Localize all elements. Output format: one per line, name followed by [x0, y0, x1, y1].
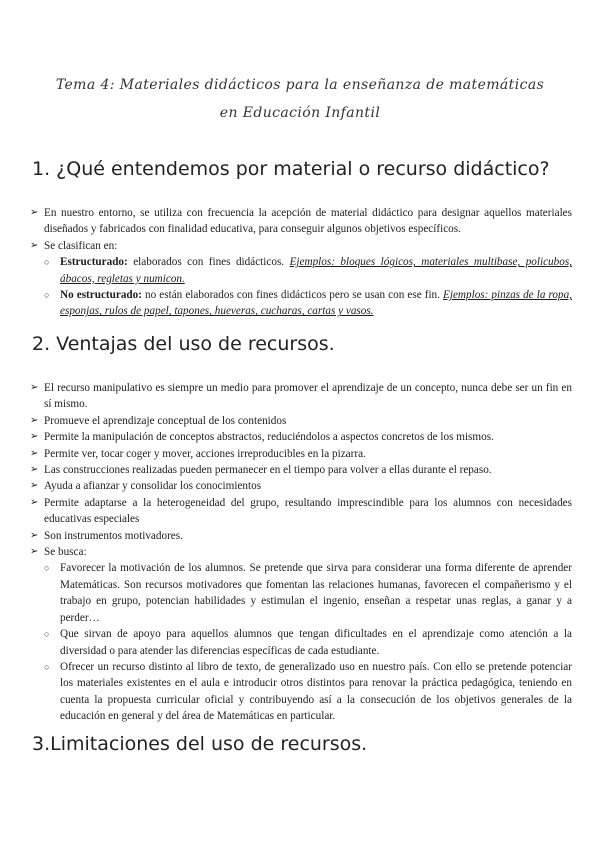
arrow-bullet-icon: ➢: [30, 431, 39, 443]
circle-bullet-icon: ○: [44, 563, 50, 574]
sub-bullet-text: Que sirvan de apoyo para aquellos alumnos que tengan dificultades en el aprendizaje como atención a la diversidad o para atender las diferencias específicas de cada estudiante.: [60, 628, 572, 657]
sub-bullet-text: Ofrecer un recurso distinto al libro de texto, de generalizado uso en nuestro país. Con ello se pretende potenciar los materiales existentes en el aula e introducir otros distintos para renovar la práctica pedagógica, teniendo en cuenta la propuesta curricular oficial y contribuyendo así a la consecución de los objetivos generales de la educación en general y del área de Matemáticas en particular.: [60, 660, 572, 723]
sub-list-item: [30, 560, 572, 626]
intro-text: En nuestro entorno, se utiliza con frecuencia la acepción de material didáctico para designar aquellos materiales diseñados y fabricados con finalidad educativa, para conseguir algunos objetivos específicos.: [44, 207, 572, 236]
arrow-bullet-icon: ➢: [30, 447, 39, 459]
list-item: [30, 462, 572, 478]
list-item: [30, 429, 572, 445]
arrow-bullet-icon: ➢: [30, 496, 39, 508]
bullet-text: Permite ver, tocar coger y mover, acciones irreproducibles en la pizarra.: [44, 447, 366, 460]
section-3-heading: 3.Limitaciones del uso de recursos.: [32, 733, 368, 755]
document-title-line-1: Tema 4: Materiales didácticos para la enseñanza de matemáticas: [55, 77, 545, 93]
section-1-heading: 1. ¿Qué entendemos por material o recurso didáctico?: [32, 158, 550, 180]
bullet-text: Se busca:: [44, 546, 87, 559]
bullet-text: Las construcciones realizadas pueden permanecer en el tiempo para volver a ellas durante el repaso.: [44, 464, 492, 477]
sub-bullet-text: Favorecer la motivación de los alumnos. Se pretende que sirva para considerar una forma diferente de aprender Matemáticas. Son recursos motivadores que fomentan las relaciones humanas, favorecen el compañerismo y el trabajo en grupo, potencian habilidades y estimulan el ingenio, enseñan a respetar unas reglas, a ganar y a perder…: [60, 562, 572, 624]
section-2-body: [30, 380, 572, 725]
unstructured-text: no están elaborados con fines didácticos pero se usan con ese fin.: [141, 289, 444, 302]
list-item: [30, 205, 572, 238]
unstructured-label: No estructurado:: [60, 289, 142, 302]
arrow-bullet-icon: ➢: [30, 382, 39, 393]
structured-examples: Ejemplos: bloques lógicos, materiales multibase, policubos, ábacos, regletas y numicon.: [60, 256, 572, 285]
unstructured-examples: Ejemplos: pinzas de la ropa, esponjas, rulos de papel, tapones, hueveras, cucharas, cartas y vasos.: [60, 289, 572, 318]
bullet-text: Permite la manipulación de conceptos abstractos, reduciéndolos a aspectos concretos de los mismos.: [44, 431, 494, 444]
list-item: [30, 544, 572, 560]
sub-list-item: [30, 254, 572, 287]
bullet-text: Ayuda a afianzar y consolidar los conocimientos: [44, 480, 262, 493]
document-title-line-2: en Educación Infantil: [219, 105, 381, 121]
classify-text: Se clasifican en:: [44, 239, 118, 252]
sub-list-item: [30, 626, 572, 659]
list-item: [30, 528, 572, 544]
arrow-bullet-icon: ➢: [30, 464, 39, 476]
list-item: [30, 446, 572, 462]
bullet-text: El recurso manipulativo es siempre un medio para promover el aprendizaje de un concepto, nunca debe ser un fin en sí mismo.: [44, 382, 572, 411]
bullet-text: Permite adaptarse a la heterogeneidad del grupo, resultando imprescindible para los alumnos con necesidades educativas especiales: [44, 496, 572, 526]
bullet-text: Son instrumentos motivadores.: [44, 529, 183, 542]
arrow-bullet-icon: ➢: [30, 480, 39, 492]
arrow-bullet-icon: ➢: [30, 546, 39, 558]
arrow-bullet-icon: ➢: [30, 207, 39, 218]
structured-text: elaborados con fines didácticos.: [127, 256, 290, 269]
sub-list-item: [30, 287, 572, 320]
arrow-bullet-icon: ➢: [30, 529, 39, 541]
list-item: [30, 238, 572, 254]
circle-bullet-icon: ○: [44, 629, 50, 640]
arrow-bullet-icon: ➢: [30, 414, 39, 426]
circle-bullet-icon: ○: [44, 290, 50, 301]
list-item: [30, 380, 572, 413]
arrow-bullet-icon: ➢: [30, 239, 39, 251]
sub-list-item: [30, 659, 572, 725]
structured-label: Estructurado:: [60, 256, 128, 269]
list-item: [30, 495, 572, 528]
bullet-text: Promueve el aprendizaje conceptual de los contenidos: [44, 414, 287, 427]
circle-bullet-icon: ○: [44, 257, 50, 268]
list-item: [30, 413, 572, 429]
section-2-heading: 2. Ventajas del uso de recursos.: [32, 333, 335, 355]
section-1-body: [30, 205, 572, 320]
list-item: [30, 478, 572, 494]
circle-bullet-icon: ○: [44, 661, 50, 672]
